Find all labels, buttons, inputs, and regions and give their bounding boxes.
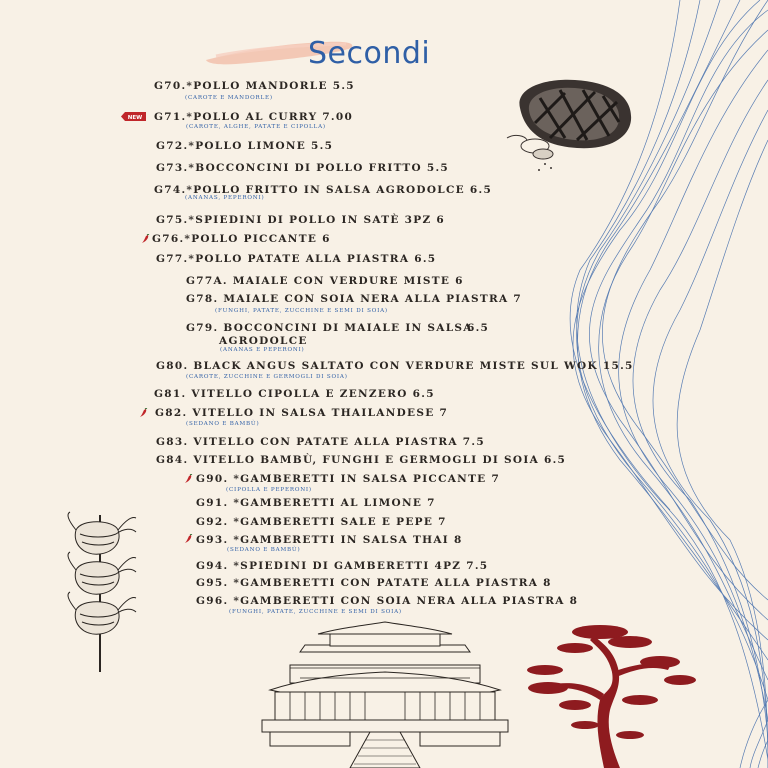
menu-item: G70.*POLLO MANDORLE 5.5 xyxy=(154,80,355,92)
menu-item: G78. MAIALE CON SOIA NERA ALLA PIASTRA 7 xyxy=(186,293,522,305)
menu-item: G94. *SPIEDINI DI GAMBERETTI 4PZ 7.5 xyxy=(196,560,489,572)
menu-item-description: (SEDANO E BAMBÙ) xyxy=(227,547,301,553)
menu-item: G72.*POLLO LIMONE 5.5 xyxy=(156,140,334,152)
menu-item: G79. BOCCONCINI DI MAIALE IN SALSA xyxy=(186,322,473,334)
menu-item: G83. VITELLO CON PATATE ALLA PIASTRA 7.5 xyxy=(156,436,485,448)
menu-item: G95. *GAMBERETTI CON PATATE ALLA PIASTRA 8 xyxy=(196,577,552,589)
menu-item-description: (CAROTE E MANDORLE) xyxy=(185,95,273,101)
menu-item-description: (SEDANO E BAMBÙ) xyxy=(186,421,260,427)
menu-item: G77A. MAIALE CON VERDURE MISTE 6 xyxy=(186,275,464,287)
menu-item: G76.*POLLO PICCANTE 6 xyxy=(152,233,331,245)
menu-item: G96. *GAMBERETTI CON SOIA NERA ALLA PIASTRA 8 xyxy=(196,595,579,607)
menu-item: G91. *GAMBERETTI AL LIMONE 7 xyxy=(196,497,436,509)
menu-item-continued: AGRODOLCE xyxy=(219,335,308,347)
menu-item: G81. VITELLO CIPOLLA E ZENZERO 6.5 xyxy=(154,388,435,400)
menu-item-description: (ANANAS E PEPERONI) xyxy=(220,347,305,353)
menu-item: G93. *GAMBERETTI IN SALSA THAI 8 xyxy=(196,534,463,546)
menu-item-description: (FUNGHI, PATATE, ZUCCHINE E SEMI DI SOIA) xyxy=(215,308,388,314)
page-title: Secondi xyxy=(308,36,431,71)
menu-item: G92. *GAMBERETTI SALE E PEPE 7 xyxy=(196,516,447,528)
menu-item-description: (ANANAS, PEPERONI) xyxy=(185,195,265,201)
menu-item: G84. VITELLO BAMBÙ, FUNGHI E GERMOGLI DI SOIA 6.5 xyxy=(156,454,567,466)
menu-item-description: (FUNGHI, PATATE, ZUCCHINE E SEMI DI SOIA) xyxy=(229,609,402,615)
menu-item: G71.*POLLO AL CURRY 7.00 xyxy=(154,111,354,123)
menu-item: G80. BLACK ANGUS SALTATO CON VERDURE MISTE SUL WOK 15.5 xyxy=(156,360,634,372)
menu-item-description: (CIPOLLA E PEPERONI) xyxy=(226,487,312,493)
svg-text:NEW: NEW xyxy=(127,115,143,121)
menu-item-description: (CAROTE, ALGHE, PATATE E CIPOLLA) xyxy=(186,124,326,130)
menu-item: G77.*POLLO PATATE ALLA PIASTRA 6.5 xyxy=(156,253,437,265)
menu-item: G73.*BOCCONCINI DI POLLO FRITTO 5.5 xyxy=(156,162,450,174)
menu-item: G82. VITELLO IN SALSA THAILANDESE 7 xyxy=(155,407,449,419)
menu-item: G75.*SPIEDINI DI POLLO IN SATÈ 3PZ 6 xyxy=(156,214,446,226)
menu-item-description: (CAROTE, ZUCCHINE E GERMOGLI DI SOIA) xyxy=(186,374,348,380)
menu-item: G90. *GAMBERETTI IN SALSA PICCANTE 7 xyxy=(196,473,501,485)
menu-item-price: 6.5 xyxy=(467,322,490,334)
menu-item: G74.*POLLO FRITTO IN SALSA AGRODOLCE 6.5 xyxy=(154,184,493,196)
